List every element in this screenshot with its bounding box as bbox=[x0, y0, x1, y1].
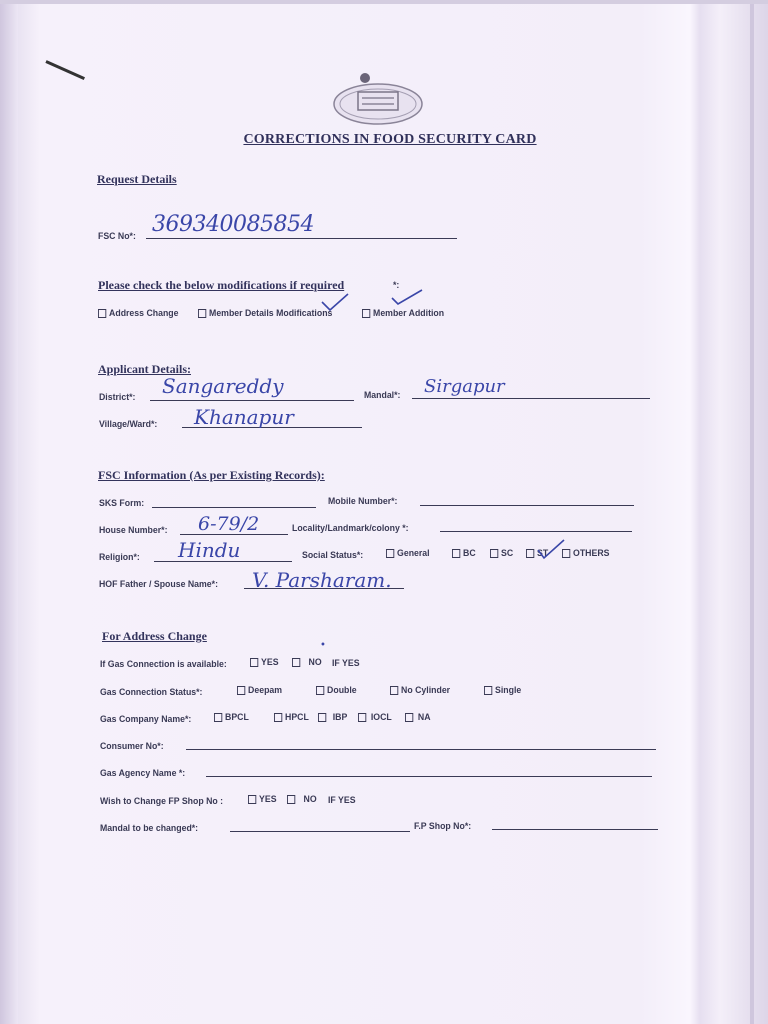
house-number-label: House Number*: bbox=[99, 525, 168, 536]
social-option-bc[interactable] bbox=[452, 548, 476, 559]
option-label: BC bbox=[463, 548, 476, 559]
option-member-details[interactable] bbox=[198, 308, 332, 319]
option-label: OTHERS bbox=[573, 548, 610, 559]
district-value[interactable]: Sangareddy bbox=[162, 374, 284, 398]
address-change-heading: For Address Change bbox=[102, 629, 207, 643]
ink-dot-icon: • bbox=[320, 640, 326, 651]
checkbox-icon[interactable] bbox=[248, 795, 256, 804]
gas-company-iocl[interactable] bbox=[358, 712, 392, 723]
gas-available-no[interactable] bbox=[292, 657, 322, 668]
religion-value[interactable]: Hindu bbox=[178, 538, 241, 562]
option-label: BPCL bbox=[225, 712, 249, 723]
option-label: Member Details Modifications bbox=[209, 308, 333, 319]
house-number-value[interactable]: 6-79/2 bbox=[198, 513, 260, 535]
village-value[interactable]: Khanapur bbox=[194, 405, 294, 429]
mobile-label: Mobile Number*: bbox=[328, 496, 398, 507]
checkbox-icon[interactable] bbox=[214, 713, 222, 722]
checkbox-icon[interactable] bbox=[250, 658, 258, 667]
gas-available-yes[interactable] bbox=[250, 657, 279, 668]
fp-change-if-yes: IF YES bbox=[328, 795, 356, 806]
gas-status-double[interactable] bbox=[316, 685, 357, 696]
checkbox-icon[interactable] bbox=[390, 686, 398, 695]
option-label: Deepam bbox=[248, 685, 283, 696]
option-address-change[interactable] bbox=[98, 308, 179, 319]
consumer-no-label: Consumer No*: bbox=[100, 741, 164, 752]
option-label: HPCL bbox=[285, 712, 309, 723]
district-line bbox=[150, 400, 354, 401]
page-edge-shadow bbox=[0, 0, 18, 1024]
social-status-label: Social Status*: bbox=[302, 550, 364, 561]
gas-company-ibp[interactable] bbox=[318, 712, 347, 723]
modifications-heading: Please check the below modifications if required bbox=[98, 278, 345, 292]
seal-logo-icon bbox=[332, 70, 424, 130]
sks-form-label: SKS Form: bbox=[99, 498, 145, 509]
hof-value[interactable]: V. Parsharam. bbox=[252, 568, 392, 592]
checkbox-icon[interactable] bbox=[490, 549, 498, 558]
consumer-no-line bbox=[186, 749, 656, 750]
fsc-info-heading: FSC Information (As per Existing Records): bbox=[98, 468, 325, 482]
checkbox-icon[interactable] bbox=[198, 309, 206, 318]
gas-available-if-yes: IF YES bbox=[332, 658, 360, 669]
fp-change-no[interactable] bbox=[287, 794, 317, 805]
option-label: SC bbox=[501, 548, 514, 559]
option-label: YES bbox=[259, 794, 277, 805]
option-label: Double bbox=[327, 685, 357, 696]
gas-status-label: Gas Connection Status*: bbox=[100, 687, 203, 698]
checkbox-icon[interactable] bbox=[287, 795, 295, 804]
option-label: YES bbox=[261, 657, 279, 668]
checkbox-icon[interactable] bbox=[98, 309, 106, 318]
sks-form-line bbox=[152, 507, 316, 508]
modifications-heading-suffix: *: bbox=[393, 280, 400, 291]
gas-company-bpcl[interactable] bbox=[214, 712, 249, 723]
mobile-line bbox=[420, 505, 634, 506]
fp-change-yes[interactable] bbox=[248, 794, 277, 805]
applicant-details-heading: Applicant Details: bbox=[98, 362, 191, 376]
gas-agency-line bbox=[206, 776, 652, 777]
locality-line bbox=[440, 531, 632, 532]
checkbox-icon[interactable] bbox=[386, 549, 394, 558]
village-label: Village/Ward*: bbox=[99, 419, 158, 430]
checkbox-icon[interactable] bbox=[405, 713, 413, 722]
option-label: Single bbox=[495, 685, 522, 696]
fsc-no-value[interactable]: 369340085854 bbox=[152, 212, 314, 237]
gas-agency-label: Gas Agency Name *: bbox=[100, 768, 186, 779]
checkbox-icon[interactable] bbox=[274, 713, 282, 722]
request-details-heading: Request Details bbox=[97, 172, 177, 186]
checkbox-icon[interactable] bbox=[318, 713, 326, 722]
checkbox-icon[interactable] bbox=[237, 686, 245, 695]
option-label: NO bbox=[303, 794, 317, 805]
page-title: CORRECTIONS IN FOOD SECURITY CARD bbox=[243, 132, 537, 147]
page-top-edge bbox=[0, 0, 768, 4]
option-label: IBP bbox=[332, 712, 348, 723]
hof-label: HOF Father / Spouse Name*: bbox=[99, 579, 218, 590]
handwritten-tick-icon bbox=[534, 536, 570, 562]
checkbox-icon[interactable] bbox=[484, 686, 492, 695]
mandal-label: Mandal*: bbox=[364, 390, 401, 401]
fp-change-label: Wish to Change FP Shop No : bbox=[100, 796, 224, 807]
mandal-change-line bbox=[230, 831, 410, 832]
checkbox-icon[interactable] bbox=[292, 658, 300, 667]
mandal-value[interactable]: Sirgapur bbox=[424, 376, 505, 397]
locality-label: Locality/Landmark/colony *: bbox=[292, 523, 409, 534]
gas-status-no-cylinder[interactable] bbox=[390, 685, 450, 696]
gas-status-single[interactable] bbox=[484, 685, 521, 696]
checkbox-icon[interactable] bbox=[316, 686, 324, 695]
option-label: No Cylinder bbox=[401, 685, 451, 696]
page-fold-line bbox=[750, 0, 754, 1024]
checkbox-icon[interactable] bbox=[358, 713, 366, 722]
fsc-no-line bbox=[146, 238, 457, 239]
fsc-no-label: FSC No*: bbox=[98, 231, 136, 242]
option-label: Member Addition bbox=[373, 308, 445, 319]
option-label: NA bbox=[417, 712, 431, 723]
fp-shop-no-line bbox=[492, 829, 658, 830]
option-label: IOCL bbox=[370, 712, 392, 723]
checkbox-icon[interactable] bbox=[452, 549, 460, 558]
gas-company-label: Gas Company Name*: bbox=[100, 714, 192, 725]
option-label: Address Change bbox=[109, 308, 179, 319]
fp-shop-no-label: F.P Shop No*: bbox=[414, 821, 472, 832]
social-option-general[interactable] bbox=[386, 548, 430, 559]
mandal-line bbox=[412, 398, 650, 399]
gas-available-label: If Gas Connection is available: bbox=[100, 659, 227, 670]
religion-label: Religion*: bbox=[99, 552, 140, 563]
option-label: General bbox=[397, 548, 430, 559]
social-option-sc[interactable] bbox=[490, 548, 513, 559]
handwritten-tick-marks-icon bbox=[318, 284, 428, 314]
district-label: District*: bbox=[99, 392, 136, 403]
option-label: ST bbox=[537, 548, 549, 559]
gas-status-deepam[interactable] bbox=[237, 685, 282, 696]
gas-company-na[interactable] bbox=[405, 712, 431, 723]
gas-company-hpcl[interactable] bbox=[274, 712, 309, 723]
option-label: NO bbox=[308, 657, 322, 668]
mandal-change-label: Mandal to be changed*: bbox=[100, 823, 199, 834]
